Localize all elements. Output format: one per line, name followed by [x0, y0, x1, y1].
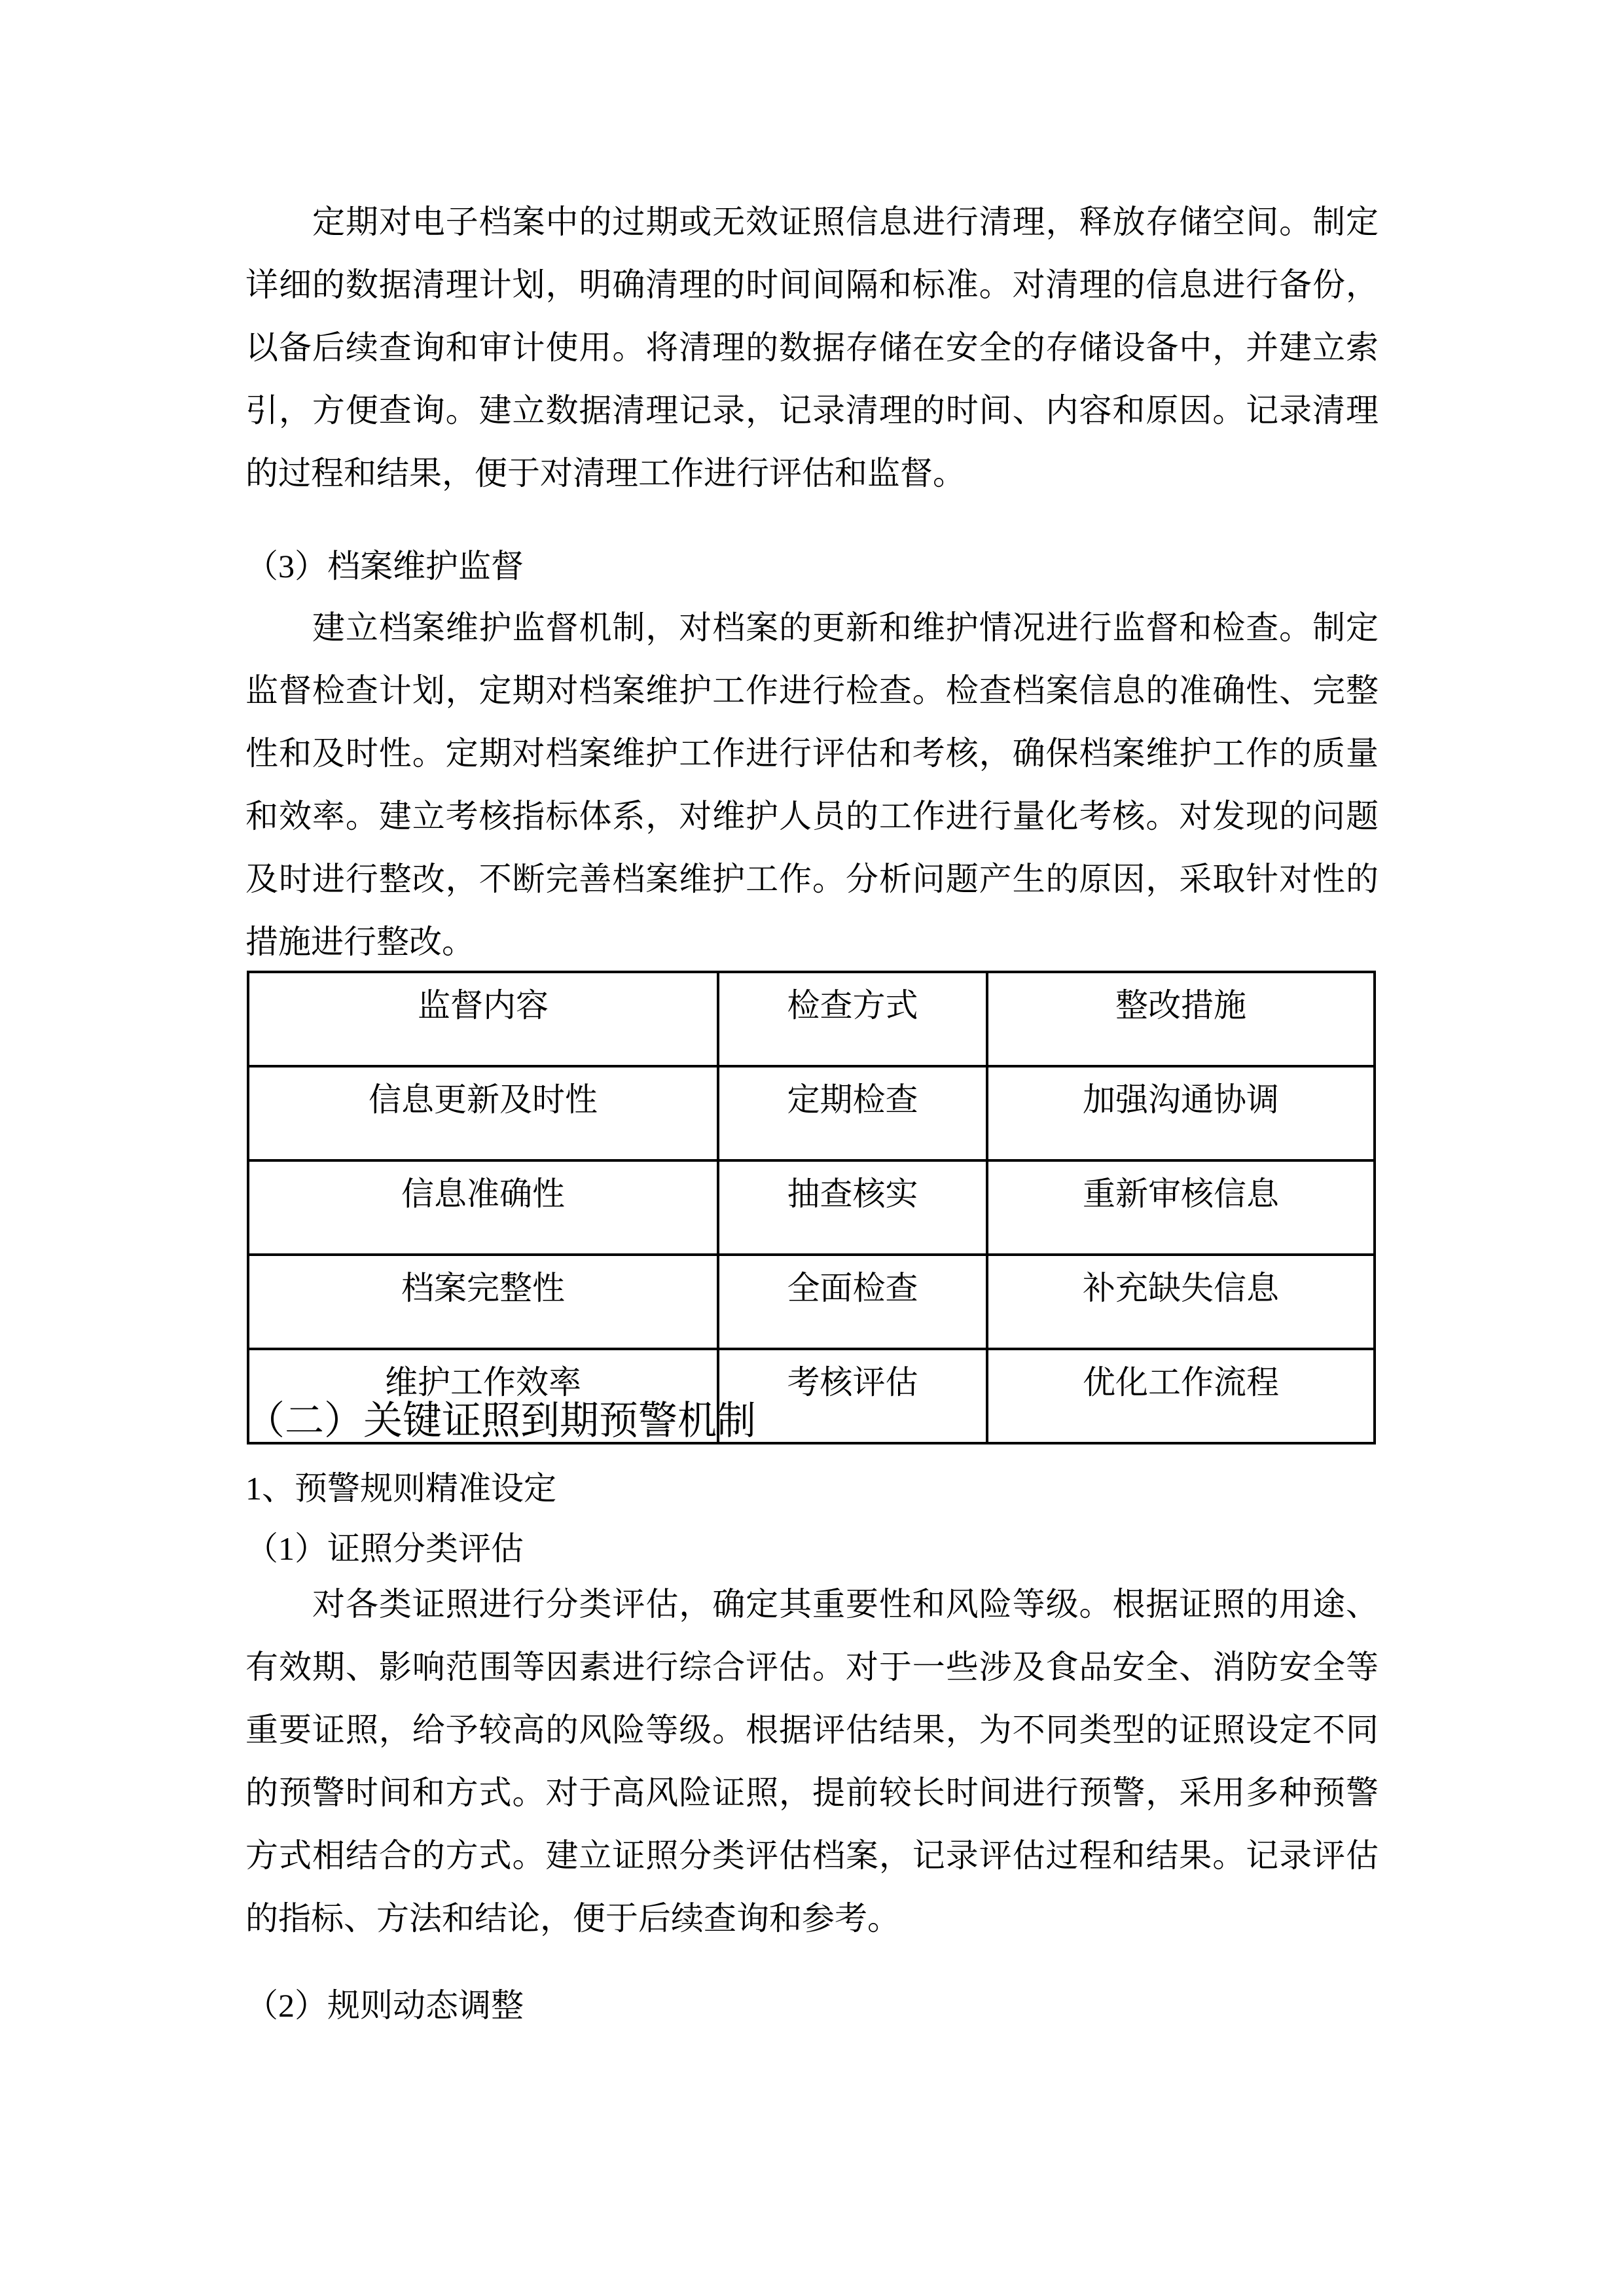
text-line: 性和及时性。定期对档案维护工作进行评估和考核，确保档案维护工作的质量: [245, 735, 1379, 772]
heading-warning-rule-setting: 1、预警规则精准设定: [245, 1470, 556, 1507]
table-header-rectification-measure: 整改措施: [987, 972, 1375, 1066]
table-header-row: [248, 972, 1375, 1066]
paragraph-maintenance-supervision: [245, 596, 1379, 973]
table-cell: 优化工作流程: [987, 1349, 1375, 1443]
text-line: 建立档案维护监督机制，对档案的更新和维护情况进行监督和检查。制定: [312, 609, 1379, 646]
table-cell: 考核评估: [718, 1349, 987, 1443]
text-line: 对各类证照进行分类评估，确定其重要性和风险等级。根据证照的用途、: [312, 1586, 1379, 1623]
table-cell: 信息准确性: [248, 1160, 718, 1255]
supervision-table: [247, 971, 1376, 1444]
text-line: 有效期、影响范围等因素进行综合评估。对于一些涉及食品安全、消防安全等: [245, 1649, 1379, 1685]
text-line: 措施进行整改。: [245, 924, 475, 960]
text-line: 重要证照，给予较高的风险等级。根据评估结果，为不同类型的证照设定不同: [245, 1712, 1379, 1748]
text-line: 的预警时间和方式。对于高风险证照，提前较长时间进行预警，采用多种预警: [245, 1774, 1379, 1811]
table-cell: 维护工作效率: [248, 1349, 718, 1443]
text-line: 详细的数据清理计划，明确清理的时间间隔和标准。对清理的信息进行备份，: [245, 266, 1379, 303]
table-header-check-method: 检查方式: [718, 972, 987, 1066]
paragraph-license-classification: [245, 1573, 1379, 1950]
heading-key-license-expiry-warning-mechanism: （二）关键证照到期预警机制: [245, 1399, 756, 1443]
table-cell: 信息更新及时性: [248, 1066, 718, 1160]
text-line: 定期对电子档案中的过期或无效证照信息进行清理，释放存储空间。制定: [312, 204, 1379, 240]
table-cell: 补充缺失信息: [987, 1255, 1375, 1349]
table-header-supervision-content: 监督内容: [248, 972, 718, 1066]
heading-rule-dynamic-adjustment: （2）规则动态调整: [245, 1987, 524, 2024]
text-line: 以备后续查询和审计使用。将清理的数据存储在安全的存储设备中，并建立索: [245, 329, 1379, 366]
text-line: 引，方便查询。建立数据清理记录，记录清理的时间、内容和原因。记录清理: [245, 392, 1379, 429]
table-cell: 加强沟通协调: [987, 1066, 1375, 1160]
table-cell: 抽查核实: [718, 1160, 987, 1255]
table-cell: 档案完整性: [248, 1255, 718, 1349]
table-row: [248, 1160, 1375, 1255]
text-line: 的指标、方法和结论，便于后续查询和参考。: [245, 1900, 900, 1937]
text-line: 和效率。建立考核指标体系，对维护人员的工作进行量化考核。对发现的问题: [245, 798, 1379, 834]
table-row: [248, 1066, 1375, 1160]
text-line: 的过程和结果，便于对清理工作进行评估和监督。: [245, 455, 965, 492]
text-line: 及时进行整改，不断完善档案维护工作。分析问题产生的原因，采取针对性的: [245, 861, 1379, 897]
text-line: 监督检查计划，定期对档案维护工作进行检查。检查档案信息的准确性、完整: [245, 672, 1379, 709]
heading-archive-maintenance-supervision: （3）档案维护监督: [245, 548, 524, 584]
table-row: [248, 1255, 1375, 1349]
paragraph-data-cleanup: [245, 190, 1379, 505]
text-line: 方式相结合的方式。建立证照分类评估档案，记录评估过程和结果。记录评估: [245, 1837, 1379, 1874]
table-cell: 全面检查: [718, 1255, 987, 1349]
table-cell: 重新审核信息: [987, 1160, 1375, 1255]
table-cell: 定期检查: [718, 1066, 987, 1160]
heading-license-classification-assessment: （1）证照分类评估: [245, 1530, 524, 1567]
